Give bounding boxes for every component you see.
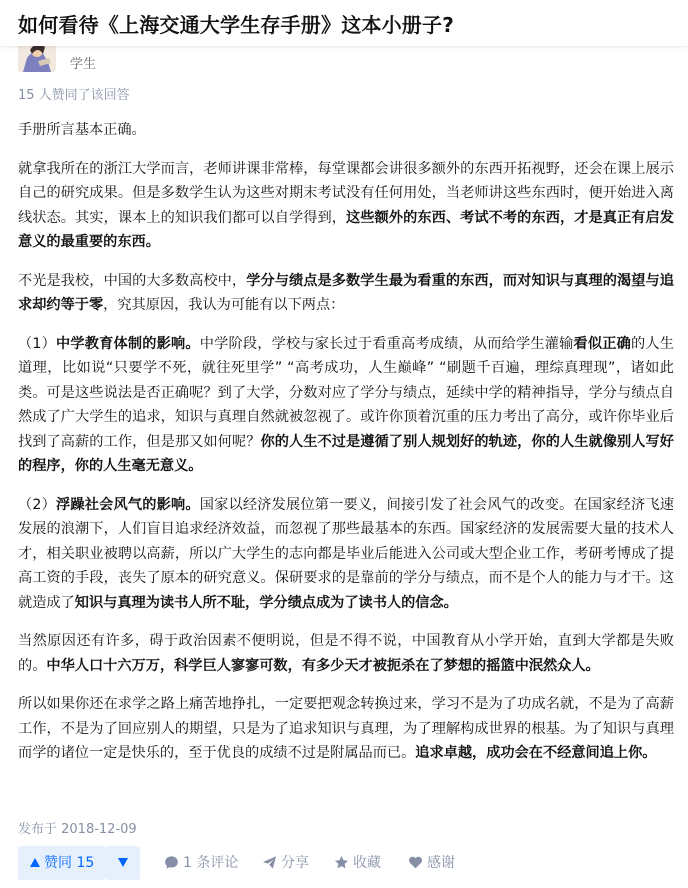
bold-text: 这些额外的东西、考试不考的东西，才是真正有启发意义的最重要的东西。 xyxy=(18,209,674,250)
question-header xyxy=(0,0,688,46)
collect-label: 收藏 xyxy=(353,855,381,871)
paragraph-text: 就拿我所在的浙江大学而言，老师讲课非常棒，每堂课都会讲很多额外的东西开拓视野，还会在课上展示自己的研究成果。但是多数学生认为这些对期末考试没有任何用处，当老师讲这些东西时，便开始进入离线状态。其实，课本上的知识我们都可以自学得到， xyxy=(18,160,674,226)
answer-content xyxy=(18,104,674,766)
star-icon xyxy=(334,855,349,870)
paragraph-text: 不光是我校，中国的大多数高校中， xyxy=(18,272,247,289)
author-headline: 学生 xyxy=(70,57,97,72)
collect-button[interactable] xyxy=(334,846,381,880)
answer-paragraph xyxy=(18,493,674,616)
paragraph-text: 当然原因还有许多，碍于政治因素不便明说，但是不得不说，中国教育从小学开始，直到大学都是失败的。 xyxy=(18,633,674,674)
bold-text: 浮躁社会风气的影响。 xyxy=(55,496,200,513)
share-icon xyxy=(262,855,277,870)
answer-actions xyxy=(18,846,678,880)
answer-paragraph xyxy=(18,692,674,766)
bold-text: 知识与真理为读书人所不耻，学分绩点成为了读书人的信念。 xyxy=(74,594,458,611)
paragraph-text: （2） xyxy=(18,496,56,513)
publish-time[interactable]: 发布于 2018-12-09 xyxy=(18,822,137,837)
vote-up-label: 赞同 15 xyxy=(44,855,95,871)
answer-paragraph xyxy=(18,157,674,255)
bold-text: 你的人生不过是遵循了别人规划好的轨迹，你的人生就像别人写好的程序，你的人生毫无意义。 xyxy=(18,433,674,474)
vote-down-button[interactable] xyxy=(106,846,140,880)
bold-text: 追求卓越，成功会在不经意间追上你。 xyxy=(415,745,657,761)
thanks-button[interactable] xyxy=(408,846,455,880)
paragraph-text: 国家以经济发展位第一要义，间接引发了社会风气的改变。在国家经济飞速发展的浪潮下，人们盲目追求经济效益，而忽视了那些最基本的东西。国家经济的发展需要大量的技术人才，相关职业被聘以高薪，所以广大学生的志向都是毕业后能进入公司或大型企业工作，考研考博成了提高工资的手段，丧失了原本的研究意义。保研要求的是靠前的学分与绩点，而不是个人的能力与才干。这就造成了 xyxy=(18,496,674,611)
bold-text: 中华人口十六万万，科学巨人寥寥可数，有多少天才被扼杀在了梦想的摇篮中泯然众人。 xyxy=(46,657,600,674)
triangle-down-icon xyxy=(118,858,128,867)
bold-text: 看似正确 xyxy=(573,335,632,352)
vote-summary: 15 人赞同了该回答 xyxy=(18,88,130,103)
author-info xyxy=(18,46,678,74)
bold-text: 学分与绩点是多数学生最为看重的东西，而对知识与真理的渴望与追求却约等于零 xyxy=(18,272,674,313)
thanks-label: 感谢 xyxy=(427,855,455,871)
answer-paragraph xyxy=(18,332,674,479)
share-label: 分享 xyxy=(281,855,309,871)
answer-paragraph xyxy=(18,629,674,678)
heart-icon xyxy=(408,855,423,870)
paragraph-text: 的人生道理，比如说“只要学不死，就往死里学” “高考成功，人生巅峰” “刷题千百遍，理综真理现”，诸如此类。可是这些说法是否正确呢？到了大学，分数对应了学分与绩点，延续中学的精神指导，学分与绩点自然成了广大学生的追求，知识与真理自然就被忽视了。或许你顶着沉重的压力考出了高分，或许你毕业后找到了高薪的工作，但是那又如何呢？ xyxy=(18,335,674,450)
triangle-up-icon xyxy=(30,858,40,867)
paragraph-text: 中学阶段，学校与家长过于看重高考成绩，从而给学生灌输 xyxy=(199,335,574,352)
vote-up-button[interactable] xyxy=(18,846,106,880)
comment-button[interactable] xyxy=(164,846,238,880)
share-button[interactable] xyxy=(262,846,309,880)
paragraph-text: ，究其原因，我认为可能有以下两点： xyxy=(103,297,345,313)
answer-paragraph xyxy=(18,269,674,318)
answer-paragraph xyxy=(18,118,674,143)
comment-label: 1 条评论 xyxy=(183,855,239,871)
paragraph-text: （1） xyxy=(18,335,56,352)
comment-icon xyxy=(164,855,179,870)
question-title[interactable]: 如何看待《上海交通大学生存手册》这本小册子? xyxy=(18,13,455,37)
paragraph-text: 所以如果你还在求学之路上痛苦地挣扎，一定要把观念转换过来，学习不是为了功成名就，不是为了高薪工作，不是为了回应别人的期望，只是为了追求知识与真理，为了理解构成世界的根基。为了知识与真理而学的诸位一定是快乐的，至于优良的成绩不过是附属品而已。 xyxy=(18,696,674,761)
paragraph-text: 手册所言基本正确。 xyxy=(18,122,146,138)
bold-text: 中学教育体制的影响。 xyxy=(55,335,200,352)
